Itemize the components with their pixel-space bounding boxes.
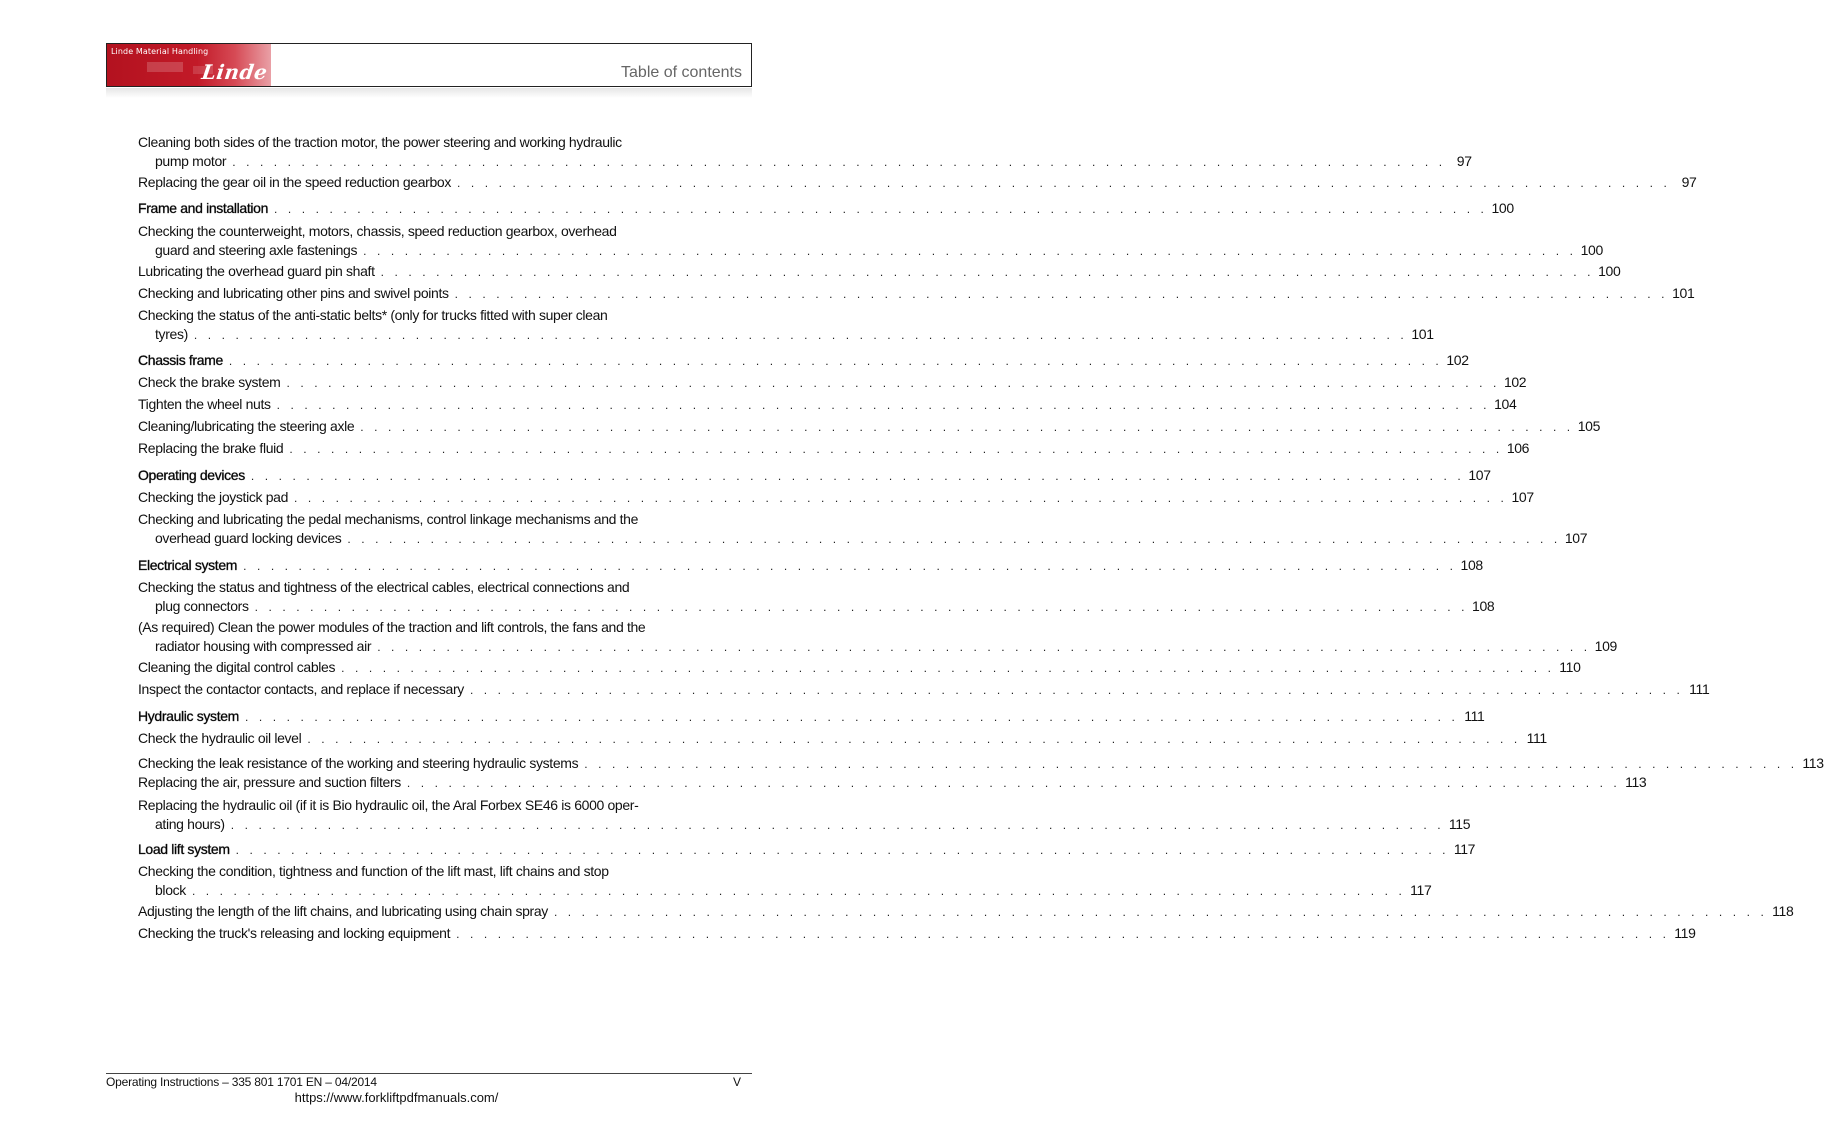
- toc-entry[interactable]: [138, 222, 1603, 259]
- toc-entry[interactable]: [138, 262, 1621, 280]
- toc-leader-dots: . . . . . . . . . . . . . . . . . . . . . . . . . . . . . . . . . . . . . . . . . . . . . . . . . . . . . . . . . . . . . . . . . . . . . . . . . . . . . . . . . . . . . . . .: [377, 640, 1591, 654]
- brand-small-text: Linde Material Handling: [111, 47, 209, 56]
- toc-section-heading[interactable]: [138, 840, 1476, 858]
- toc-page-number: 111: [1689, 681, 1710, 697]
- toc-entry-title: block: [155, 882, 186, 898]
- toc-page-number: 118: [1772, 903, 1794, 919]
- toc-entry-title: overhead guard locking devices: [155, 530, 342, 546]
- toc-section-heading[interactable]: [138, 351, 1469, 369]
- toc-leader-dots: . . . . . . . . . . . . . . . . . . . . . . . . . . . . . . . . . . . . . . . . . . . . . . . . . . . . . . . . . . . . . . . . . . . . . . . . . . . . . . . . . . . . . . . .: [286, 376, 1500, 390]
- toc-entry[interactable]: [138, 488, 1534, 506]
- toc-entry-title: Checking and lubricating other pins and swivel points: [138, 285, 449, 301]
- toc-leader-dots: . . . . . . . . . . . . . . . . . . . . . . . . . . . . . . . . . . . . . . . . . . . . . . . . . . . . . . . . . . . . . . . . . . . . . . . . . . . . . . . . . . . . . . . .: [380, 265, 1595, 279]
- toc-entry[interactable]: [138, 796, 1471, 833]
- toc-page-number: 115: [1448, 816, 1471, 832]
- toc-entry-title: Replacing the air, pressure and suction filters: [138, 774, 401, 790]
- toc-page-number: 100: [1580, 242, 1603, 258]
- toc-leader-dots: . . . . . . . . . . . . . . . . . . . . . . . . . . . . . . . . . . . . . . . . . . . . . . . . . . . . . . . . . . . . . . . . . . . . . . . . . . . . . . . . . . . . . . . .: [341, 661, 1555, 675]
- toc-entry-title: Checking the leak resistance of the working and steering hydraulic systems: [138, 755, 579, 771]
- toc-entry[interactable]: [138, 439, 1530, 457]
- toc-leader-dots: . . . . . . . . . . . . . . . . . . . . . . . . . . . . . . . . . . . . . . . . . . . . . . . . . . . . . . . . . . . . . . . . . . . . . . . . . . . . . . . . . . . . . . . .: [274, 202, 1488, 216]
- toc-entry-title: plug connectors: [155, 598, 249, 614]
- toc-entry[interactable]: [138, 578, 1495, 615]
- toc-leader-dots: . . . . . . . . . . . . . . . . . . . . . . . . . . . . . . . . . . . . . . . . . . . . . . . . . . . . . . . . . . . . . . . . . . . . . . . . . . . . . . . . . . . . . . . .: [457, 176, 1671, 190]
- toc-entry[interactable]: [138, 924, 1696, 942]
- toc-page-number: 107: [1468, 467, 1491, 483]
- toc-page-number: 108: [1472, 598, 1495, 614]
- toc-section-heading[interactable]: [138, 199, 1514, 217]
- toc-entry-title: Cleaning the digital control cables: [138, 659, 336, 675]
- toc-entry-title: guard and steering axle fastenings: [155, 242, 358, 258]
- toc-leader-dots: . . . . . . . . . . . . . . . . . . . . . . . . . . . . . . . . . . . . . . . . . . . . . . . . . . . . . . . . . . . . . . . . . . . . . . . . . . . . . . . . . . . . . . . .: [363, 244, 1577, 258]
- toc-entry-title: Cleaning both sides of the traction motor, the power steering and working hydraulic: [138, 134, 622, 150]
- toc-leader-dots: . . . . . . . . . . . . . . . . . . . . . . . . . . . . . . . . . . . . . . . . . . . . . . . . . . . . . . . . . . . . . . . . . . . . . . . . . . . . . . . . . . . . . . . .: [469, 683, 1684, 697]
- toc-leader-dots: . . . . . . . . . . . . . . . . . . . . . . . . . . . . . . . . . . . . . . . . . . . . . . . . . . . . . . . . . . . . . . . . . . . . . . . . . . . . . . . . . . . . . . . .: [250, 469, 1465, 483]
- toc-leader-dots: . . . . . . . . . . . . . . . . . . . . . . . . . . . . . . . . . . . . . . . . . . . . . . . . . . . . . . . . . . . . . . . . . . . . . . . . . . . . . . . . . . . . . . . .: [230, 818, 1445, 832]
- toc-entry[interactable]: [138, 373, 1527, 391]
- toc-page-number: 102: [1503, 374, 1527, 390]
- toc-entry[interactable]: [138, 395, 1517, 413]
- toc-leader-dots: . . . . . . . . . . . . . . . . . . . . . . . . . . . . . . . . . . . . . . . . . . . . . . . . . . . . . . . . . . . . . . . . . . . . . . . . . . . . . . . . . . . . . . . .: [254, 600, 1469, 614]
- toc-entry-title: Checking the condition, tightness and function of the lift mast, lift chains and stop: [138, 863, 609, 879]
- toc-entry-title: Inspect the contactor contacts, and replace if necessary: [138, 681, 464, 697]
- toc-leader-dots: . . . . . . . . . . . . . . . . . . . . . . . . . . . . . . . . . . . . . . . . . . . . . . . . . . . . . . . . . . . . . . . . . . . . . . . . . . . . . . . . . . . . . . . .: [289, 442, 1503, 456]
- toc-entry-title: Checking the joystick pad: [138, 489, 289, 505]
- toc-leader-dots: . . . . . . . . . . . . . . . . . . . . . . . . . . . . . . . . . . . . . . . . . . . . . . . . . . . . . . . . . . . . . . . . . . . . . . . . . . . . . . . . . . . . . . . .: [235, 843, 1450, 857]
- toc-entry[interactable]: [138, 773, 1647, 791]
- toc-page-number: 119: [1674, 925, 1696, 941]
- toc-leader-dots: . . . . . . . . . . . . . . . . . . . . . . . . . . . . . . . . . . . . . . . . . . . . . . . . . . . . . . . . . . . . . . . . . . . . . . . . . . . . . . . . . . . . . . . .: [307, 732, 1521, 746]
- toc-entry-title: Replacing the hydraulic oil (if it is Bio hydraulic oil, the Aral Forbex SE46 is 6000 oper-: [138, 797, 639, 813]
- brand-logo-text: Linde: [200, 60, 270, 84]
- toc-page-number: 111: [1526, 730, 1547, 746]
- toc-page-number: 100: [1598, 263, 1621, 279]
- page-header: [106, 43, 752, 87]
- toc-page-number: 117: [1453, 841, 1476, 857]
- toc-page-number: 97: [1456, 153, 1472, 169]
- toc-page-number: 108: [1460, 557, 1483, 573]
- toc-leader-dots: . . . . . . . . . . . . . . . . . . . . . . . . . . . . . . . . . . . . . . . . . . . . . . . . . . . . . . . . . . . . . . . . . . . . . . . . . . . . . . . . . . . . . . . .: [454, 287, 1669, 301]
- toc-entry-title: Checking the status of the anti-static belts* (only for trucks fitted with super clean: [138, 307, 608, 323]
- toc-section-heading[interactable]: [138, 707, 1485, 725]
- toc-entry[interactable]: [138, 618, 1617, 655]
- toc-entry-title: Load lift system: [138, 841, 230, 857]
- footer-page-number: V: [733, 1075, 742, 1089]
- toc-entry-title: Replacing the brake fluid: [138, 440, 284, 456]
- toc-entry[interactable]: [138, 658, 1581, 676]
- toc-entry-title: Checking the status and tightness of the electrical cables, electrical connections and: [138, 579, 630, 595]
- toc-leader-dots: . . . . . . . . . . . . . . . . . . . . . . . . . . . . . . . . . . . . . . . . . . . . . . . . . . . . . . . . . . . . . . . . . . . . . . . . . . . . . . . . . . . . . . . .: [456, 927, 1670, 941]
- toc-entry[interactable]: [138, 173, 1697, 191]
- toc-entry[interactable]: [138, 284, 1695, 302]
- toc-page-number: 117: [1410, 882, 1432, 898]
- toc-entry-title: Check the brake system: [138, 374, 281, 390]
- toc-entry[interactable]: [138, 902, 1794, 920]
- toc-entry-title: Checking the truck's releasing and locking equipment: [138, 925, 451, 941]
- toc-leader-dots: . . . . . . . . . . . . . . . . . . . . . . . . . . . . . . . . . . . . . . . . . . . . . . . . . . . . . . . . . . . . . . . . . . . . . . . . . . . . . . . . . . . . . . . .: [347, 532, 1561, 546]
- toc-entry-title: Tighten the wheel nuts: [138, 396, 271, 412]
- toc-page-number: 101: [1411, 326, 1434, 342]
- toc-entry[interactable]: [138, 729, 1547, 747]
- toc-page-number: 102: [1446, 352, 1469, 368]
- toc-leader-dots: . . . . . . . . . . . . . . . . . . . . . . . . . . . . . . . . . . . . . . . . . . . . . . . . . . . . . . . . . . . . . . . . . . . . . . . . . . . . . . . . . . . . . . . .: [584, 757, 1798, 771]
- toc-entry[interactable]: [138, 754, 1824, 772]
- toc-page-number: 106: [1506, 440, 1530, 456]
- toc-page-number: 113: [1802, 755, 1824, 771]
- toc-page-number: 100: [1491, 200, 1514, 216]
- toc-leader-dots: . . . . . . . . . . . . . . . . . . . . . . . . . . . . . . . . . . . . . . . . . . . . . . . . . . . . . . . . . . . . . . . . . . . . . . . . . . . . . . . . . . . . . . . .: [553, 905, 1768, 919]
- toc-page-number: 113: [1625, 774, 1647, 790]
- toc-page-number: 104: [1494, 396, 1517, 412]
- toc-entry-title: Checking and lubricating the pedal mechanisms, control linkage mechanisms and the: [138, 511, 639, 527]
- toc-entry-title: Lubricating the overhead guard pin shaft: [138, 263, 375, 279]
- page-title: Table of contents: [621, 64, 742, 81]
- toc-leader-dots: . . . . . . . . . . . . . . . . . . . . . . . . . . . . . . . . . . . . . . . . . . . . . . . . . . . . . . . . . . . . . . . . . . . . . . . . . . . . . . . . . . . . . . . .: [294, 491, 1508, 505]
- toc-leader-dots: . . . . . . . . . . . . . . . . . . . . . . . . . . . . . . . . . . . . . . . . . . . . . . . . . . . . . . . . . . . . . . . . . . . . . . . . . . . . . . . . . . . . . . . .: [244, 710, 1459, 724]
- toc-entry-title: Cleaning/lubricating the steering axle: [138, 418, 355, 434]
- toc-section-heading[interactable]: [138, 556, 1483, 574]
- footer-document-info: Operating Instructions – 335 801 1701 EN – 04/2014: [106, 1075, 377, 1089]
- toc-entry[interactable]: [138, 510, 1588, 547]
- toc-entry[interactable]: [138, 862, 1432, 899]
- toc-entry[interactable]: [138, 306, 1434, 343]
- toc-page-number: 110: [1559, 659, 1581, 675]
- toc-section-heading[interactable]: [138, 466, 1491, 484]
- toc-entry-title: Check the hydraulic oil level: [138, 730, 302, 746]
- toc-entry-title: Adjusting the length of the lift chains, and lubricating using chain spray: [138, 903, 548, 919]
- toc-entry-title: Operating devices: [138, 467, 245, 483]
- toc-page-number: 111: [1464, 708, 1485, 724]
- toc-entry-title: pump motor: [155, 153, 227, 169]
- toc-leader-dots: . . . . . . . . . . . . . . . . . . . . . . . . . . . . . . . . . . . . . . . . . . . . . . . . . . . . . . . . . . . . . . . . . . . . . . . . . . . . . . . . . . . . . . . .: [191, 884, 1406, 898]
- toc-entry-title: Electrical system: [138, 557, 238, 573]
- toc-leader-dots: . . . . . . . . . . . . . . . . . . . . . . . . . . . . . . . . . . . . . . . . . . . . . . . . . . . . . . . . . . . . . . . . . . . . . . . . . . . . . . . . . . . . . . . .: [232, 155, 1446, 169]
- logo-decoration: [147, 62, 183, 72]
- toc-leader-dots: . . . . . . . . . . . . . . . . . . . . . . . . . . . . . . . . . . . . . . . . . . . . . . . . . . . . . . . . . . . . . . . . . . . . . . . . . . . . . . . . . . . . . . . .: [360, 420, 1574, 434]
- toc-page-number: 101: [1672, 285, 1695, 301]
- toc-entry-title: radiator housing with compressed air: [155, 638, 372, 654]
- toc-entry[interactable]: [138, 133, 1472, 170]
- toc-page-number: 97: [1681, 174, 1697, 190]
- linde-logo: [107, 44, 271, 86]
- toc-entry-title: ating hours): [155, 816, 225, 832]
- toc-leader-dots: . . . . . . . . . . . . . . . . . . . . . . . . . . . . . . . . . . . . . . . . . . . . . . . . . . . . . . . . . . . . . . . . . . . . . . . . . . . . . . . . . . . . . . . .: [276, 398, 1491, 412]
- toc-entry-title: tyres): [155, 326, 188, 342]
- footer-url[interactable]: https://www.forkliftpdfmanuals.com/: [294, 1090, 499, 1105]
- toc-leader-dots: . . . . . . . . . . . . . . . . . . . . . . . . . . . . . . . . . . . . . . . . . . . . . . . . . . . . . . . . . . . . . . . . . . . . . . . . . . . . . . . . . . . . . . . .: [228, 354, 1443, 368]
- toc-entry-title: Chassis frame: [138, 352, 223, 368]
- toc-entry-title: Checking the counterweight, motors, chassis, speed reduction gearbox, overhead: [138, 223, 617, 239]
- toc-entry[interactable]: [138, 417, 1601, 435]
- toc-page-number: 105: [1577, 418, 1601, 434]
- toc-leader-dots: . . . . . . . . . . . . . . . . . . . . . . . . . . . . . . . . . . . . . . . . . . . . . . . . . . . . . . . . . . . . . . . . . . . . . . . . . . . . . . . . . . . . . . . .: [406, 776, 1621, 790]
- toc-page-number: 107: [1564, 530, 1588, 546]
- header-shadow: [106, 88, 752, 98]
- toc-page-number: 107: [1511, 489, 1534, 505]
- toc-entry-title: (As required) Clean the power modules of the traction and lift controls, the fans and the: [138, 619, 646, 635]
- toc-entry-title: Hydraulic system: [138, 708, 239, 724]
- toc-entry[interactable]: [138, 680, 1710, 698]
- toc-leader-dots: . . . . . . . . . . . . . . . . . . . . . . . . . . . . . . . . . . . . . . . . . . . . . . . . . . . . . . . . . . . . . . . . . . . . . . . . . . . . . . . . . . . . . . . .: [193, 328, 1408, 342]
- toc-leader-dots: . . . . . . . . . . . . . . . . . . . . . . . . . . . . . . . . . . . . . . . . . . . . . . . . . . . . . . . . . . . . . . . . . . . . . . . . . . . . . . . . . . . . . . . .: [243, 559, 1457, 573]
- toc-page-number: 109: [1594, 638, 1617, 654]
- toc-entry-title: Replacing the gear oil in the speed reduction gearbox: [138, 174, 452, 190]
- footer-divider: [106, 1073, 752, 1074]
- toc-entry-title: Frame and installation: [138, 200, 269, 216]
